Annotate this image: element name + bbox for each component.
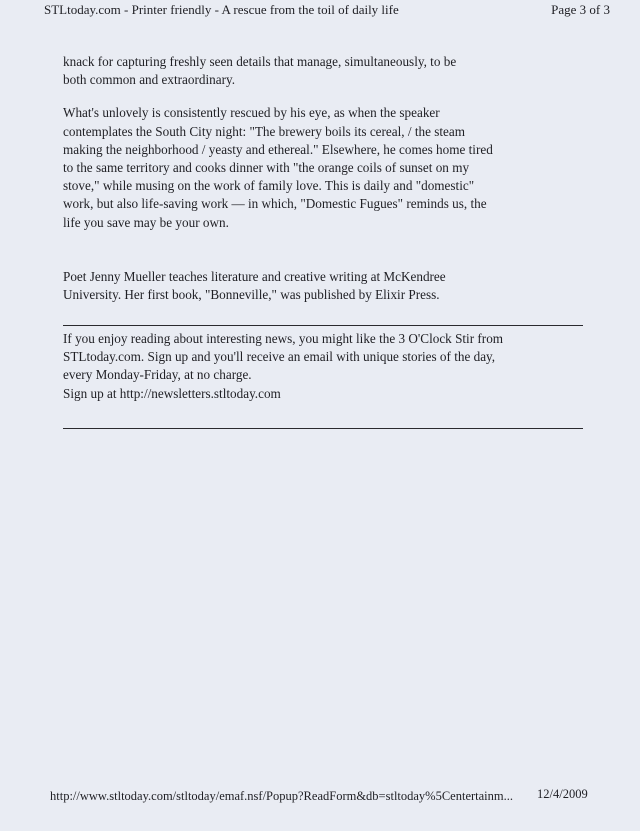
author-bio xyxy=(63,268,593,304)
bio-line: University. Her first book, "Bonneville," was published by Elixir Press. xyxy=(63,287,440,303)
newsletter-line: If you enjoy reading about interesting news, you might like the 3 O'Clock Stir from xyxy=(63,331,504,346)
article-paragraph xyxy=(63,53,593,89)
article-line: stove," while musing on the work of family love. This is daily and "domestic" xyxy=(63,178,475,194)
article-line: life you save may be your own. xyxy=(63,214,229,230)
page-number: Page 3 of 3 xyxy=(551,2,610,17)
footer-url: http://www.stltoday.com/stltoday/emaf.nsf/Popup?ReadForm&db=stltoday%5Centertainm... xyxy=(50,789,514,803)
article-line: making the neighborhood / yeasty and ethereal." Elsewhere, he comes home tired xyxy=(63,141,493,157)
divider-top xyxy=(63,325,583,326)
article-line: work, but also life-saving work — in which, "Domestic Fugues" reminds us, the xyxy=(63,196,487,212)
newsletter-signup-line: Sign up at http://newsletters.stltoday.com xyxy=(63,385,281,401)
article-paragraph xyxy=(63,104,593,231)
article-line: both common and extraordinary. xyxy=(63,72,235,88)
article-line: to the same territory and cooks dinner with "the orange coils of sunset on my xyxy=(63,160,470,176)
print-header-title: STLtoday.com - Printer friendly - A rescue from the toil of daily life xyxy=(44,2,399,17)
article-body xyxy=(63,53,593,304)
article-line: What's unlovely is consistently rescued by his eye, as when the speaker xyxy=(63,105,440,121)
newsletter-promo xyxy=(63,330,593,403)
newsletter-line: every Monday-Friday, at no charge. xyxy=(63,367,252,383)
article-line: knack for capturing freshly seen details that manage, simultaneously, to be xyxy=(63,54,457,69)
footer-date: 12/4/2009 xyxy=(537,787,588,801)
newsletter-line: STLtoday.com. Sign up and you'll receive an email with unique stories of the day, xyxy=(63,349,496,365)
article-line: contemplates the South City night: "The brewery boils its cereal, / the steam xyxy=(63,123,466,139)
divider-bottom xyxy=(63,428,583,429)
bio-line: Poet Jenny Mueller teaches literature and creative writing at McKendree xyxy=(63,268,446,284)
